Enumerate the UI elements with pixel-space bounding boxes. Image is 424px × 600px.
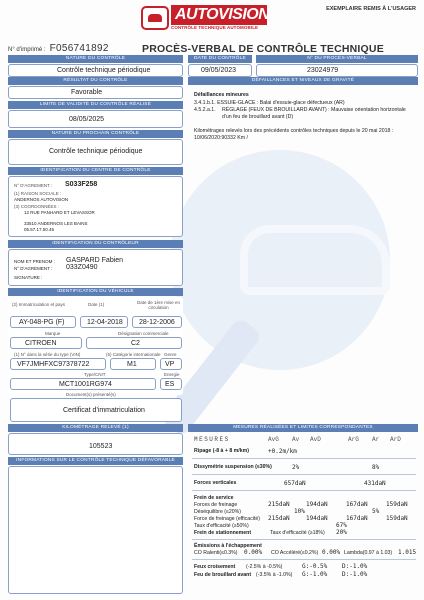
cross-g: G:-0.5% — [302, 563, 328, 570]
eff-force-label: Force de freinage (efficacité) — [194, 516, 260, 522]
vehicle-genre-box — [160, 358, 182, 370]
fog-label: Feu de brouillard avant — [194, 572, 252, 578]
cross-range: (-2.5% à -0.5%) — [246, 564, 283, 570]
mileage-value: 105523 — [89, 443, 113, 450]
co-idle-value: 0.00% — [244, 549, 263, 556]
center-company-label: (1) RAISON SOCIALE : — [14, 191, 62, 196]
validity-bar: LIMITE DE VALIDITÉ DU CONTRÔLE RÉALISÉ — [8, 101, 183, 109]
next-control-value: Contrôle technique périodique — [49, 148, 143, 155]
mileage-note: Kilométrages relevés lors des précédents contrôles techniques depuis le 20 mai 2018 : 10/06/2020:90332 Km / — [194, 128, 394, 141]
defect-item — [194, 100, 345, 106]
next-control-bar: NATURE DU PROCHAIN CONTRÔLE — [8, 130, 183, 138]
document-title: PROCÈS-VERBAL DE CONTRÔLE TECHNIQUE — [142, 43, 384, 55]
col-avd: AvD — [310, 436, 321, 443]
logo-subtitle: CONTRÔLE TECHNIQUE AUTOMOBILE — [171, 25, 259, 30]
forces-label: Forces verticales — [194, 480, 237, 486]
logo-text: AUTOVISION — [171, 5, 267, 25]
inspector-agreement-value: 033Z0490 — [66, 264, 98, 271]
result-box — [8, 86, 183, 99]
vehicle-model-label: Désignation commerciale — [118, 331, 169, 336]
center-address-line1: 12 RUE PANHARD ET LEVASSOR — [24, 210, 95, 215]
print-number-label: N° d'imprimé : — [8, 47, 46, 53]
vehicle-firstreg-box — [132, 316, 182, 328]
lambda-value: 1.015 — [398, 549, 417, 556]
center-address-label: (3) COORDONNÉES : — [14, 204, 60, 209]
eff-force-ard: 159daN — [386, 515, 408, 522]
pv-bar: N° DU PROCÈS-VERBAL — [256, 55, 418, 63]
inspector-signature-label: SIGNATURE : — [14, 275, 43, 280]
copy-label: EXEMPLAIRE REMIS À L'USAGER — [326, 6, 416, 12]
validity-value: 08/05/2025 — [69, 116, 105, 123]
pv-box — [256, 64, 418, 77]
separator — [192, 474, 416, 475]
dissym-av: 2% — [292, 464, 300, 471]
brake-force-label: Forces de freinage — [194, 502, 238, 508]
print-number-value: F056741892 — [49, 43, 109, 54]
vehicle-reg-box — [10, 316, 76, 328]
vehicle-firstreg-label: Date de 1ère mise en circulation — [136, 300, 181, 310]
print-number — [8, 43, 109, 54]
vehicle-category-label: (5) Catégorie internationale — [106, 352, 161, 357]
vehicle-energy-value: ES — [165, 381, 175, 388]
vehicle-model-value: C2 — [131, 340, 140, 347]
nature-bar: NATURE DU CONTRÔLE — [8, 55, 183, 63]
fog-range: (-3.5% à -1.0%) — [256, 572, 293, 578]
co-acc-label: CO Accéléré(≤0.2%) — [271, 550, 319, 556]
unfavorable-info-box — [8, 466, 183, 594]
col-ard: ArD — [390, 436, 401, 443]
inspector-agreement-label: N° D'AGREMENT : — [14, 266, 53, 271]
measures-bar: MESURES RÉALISÉES ET LIMITES CORRESPONDANTES — [188, 424, 418, 432]
separator — [192, 490, 416, 491]
defect-code: 3.4.1.b.1. — [194, 100, 216, 106]
center-agreement-value: S033F258 — [65, 181, 98, 188]
mileage-box — [8, 433, 183, 455]
dissym-label: Dissymétrie suspension (≤30%) — [194, 464, 272, 470]
date-bar: DATE DU CONTRÔLE — [188, 55, 252, 63]
nature-value: Contrôle technique périodique — [57, 67, 151, 74]
vehicle-bar: IDENTIFICATION DU VÉHICULE — [8, 288, 183, 296]
park-label: Frein de stationnement — [194, 530, 252, 536]
separator — [192, 539, 416, 540]
desequ-av: 10% — [294, 508, 305, 515]
vehicle-energy-label: Energie — [164, 372, 180, 377]
vehicle-genre-value: VP — [165, 361, 175, 368]
center-phone: 05.57.17.50.45 — [24, 227, 55, 232]
defects-bar: DÉFAILLANCES ET NIVEAUX DE GRAVITÉ — [188, 77, 418, 85]
brake-force-ard: 159daN — [386, 501, 408, 508]
date-box — [188, 64, 252, 77]
defect-text-2: RÉGLAGE (FEUX DE BROUILLARD AVANT) : Mauvaise orientation horizontale d'un feu de brouillard avant (D) — [222, 107, 406, 120]
defects-heading: Défaillances mineures — [194, 92, 249, 98]
watermark-car-icon — [240, 225, 390, 295]
vehicle-type-label: Type/CNIT — [84, 372, 106, 377]
pv-value: 23024979 — [307, 67, 339, 74]
defect-text: ESSUIE-GLACE : Balai d'essuie-glace défectueux (AR) — [217, 100, 345, 106]
eff-rate-value: 67% — [336, 522, 347, 529]
cross-d: D:-1.0% — [342, 563, 368, 570]
brake-force-avg: 215daN — [268, 501, 290, 508]
park-rate-label: Taux d'efficacité (≥18%) — [270, 530, 325, 536]
separator — [192, 458, 416, 459]
vehicle-type-box — [10, 378, 156, 390]
validity-box — [8, 110, 183, 128]
col-av: Av — [292, 436, 300, 443]
vehicle-docs-label: Document(s) présenté(s) — [66, 392, 116, 397]
lambda-label: Lambda(0.97 à 1.03) — [344, 550, 393, 556]
vehicle-vin-label: (1) N° dans la série du type (VIN) — [14, 352, 81, 357]
cross-label: Feux croisement — [194, 564, 236, 570]
center-box — [8, 176, 183, 237]
col-arg: ArG — [348, 436, 359, 443]
autovision-logo — [141, 5, 270, 33]
vehicle-reg-label: (2) Immatriculation et pays — [12, 302, 66, 307]
park-rate-value: 20% — [336, 529, 347, 536]
vehicle-regdate-value: 12-04-2018 — [87, 319, 123, 326]
vehicle-docs-box — [10, 398, 182, 422]
inspector-bar: IDENTIFICATION DU CONTRÔLEUR — [8, 240, 183, 248]
eff-force-arg: 167daN — [346, 515, 368, 522]
inspector-name-value: GASPARD Fabien — [66, 257, 124, 264]
emissions-head: Émissions à l'échappement — [194, 543, 262, 549]
eff-force-avg: 215daN — [268, 515, 290, 522]
result-bar: RÉSULTAT DU CONTRÔLE — [8, 77, 183, 85]
result-value: Favorable — [71, 89, 103, 96]
logo-badge-icon — [141, 6, 169, 30]
vehicle-brand-label: Marque — [45, 331, 61, 336]
eff-force-avd: 194daN — [306, 515, 328, 522]
vehicle-reg-value: AY-048-PG (F) — [19, 319, 65, 326]
date-value: 09/05/2023 — [201, 67, 237, 74]
col-avg: AvG — [268, 436, 279, 443]
vehicle-category-box — [110, 358, 156, 370]
ripage-label: Ripage (-8 à + 8 m/km) — [194, 448, 249, 454]
brake-head: Frein de service — [194, 495, 234, 501]
vehicle-regdate-label: Date (1) — [88, 302, 105, 307]
center-company-value: ANDERNOS AUTOVISION — [14, 197, 69, 202]
inspector-name-label: NOM ET PRENOM : — [14, 259, 55, 264]
vehicle-vin-value: VF7JMHFXC97378722 — [17, 361, 90, 368]
forces-ar: 431daN — [364, 480, 386, 487]
dissym-ar: 8% — [372, 464, 380, 471]
eff-rate-label: Taux d'efficacité (≥50%) — [194, 523, 249, 529]
next-control-box — [8, 139, 183, 165]
vehicle-type-value: MCT1001RG974 — [59, 381, 112, 388]
separator — [192, 559, 416, 560]
center-agreement-label: N° D'AGREMENT : — [14, 183, 53, 188]
desequ-label: Déséquilibre (≤20%) — [194, 509, 241, 515]
brake-force-arg: 167daN — [346, 501, 368, 508]
vehicle-brand-value: CITROEN — [25, 340, 57, 347]
ripage-value: +0.2m/km — [268, 448, 297, 455]
col-ar: Ar — [372, 436, 380, 443]
vehicle-vin-box — [10, 358, 106, 370]
center-bar: IDENTIFICATION DU CENTRE DE CONTRÔLE — [8, 167, 183, 175]
inspector-box — [8, 249, 183, 286]
vehicle-model-box — [86, 337, 182, 349]
vehicle-category-value: M1 — [127, 361, 137, 368]
vehicle-energy-box — [160, 378, 182, 390]
defect-code-2: 4.5.2.a.1. — [194, 107, 216, 113]
co-acc-value: 0.00% — [322, 549, 341, 556]
vehicle-regdate-box — [80, 316, 128, 328]
measures-head: MESURES — [194, 436, 230, 443]
forces-av: 657daN — [284, 480, 306, 487]
co-idle-label: CO Ralenti(≤0.3%) — [194, 550, 238, 556]
fog-g: G:-1.0% — [302, 571, 328, 578]
mileage-bar: KILOMÉTRAGE RELEVÉ (1) — [8, 424, 183, 432]
vehicle-docs-value: Certificat d'immatriculation — [63, 407, 145, 414]
desequ-ar: 5% — [372, 508, 380, 515]
unfavorable-info-bar: INFORMATIONS SUR LE CONTRÔLE TECHNIQUE DÉFAVORABLE — [8, 457, 183, 465]
nature-box — [8, 64, 183, 77]
center-address-line2: 33510 ANDERNOS LES BAINS — [24, 221, 88, 226]
brake-force-avd: 194daN — [306, 501, 328, 508]
vehicle-genre-label: Genre — [164, 352, 177, 357]
vehicle-brand-box — [10, 337, 82, 349]
vehicle-firstreg-value: 28-12-2006 — [139, 319, 175, 326]
fog-d: D:-1.0% — [342, 571, 368, 578]
